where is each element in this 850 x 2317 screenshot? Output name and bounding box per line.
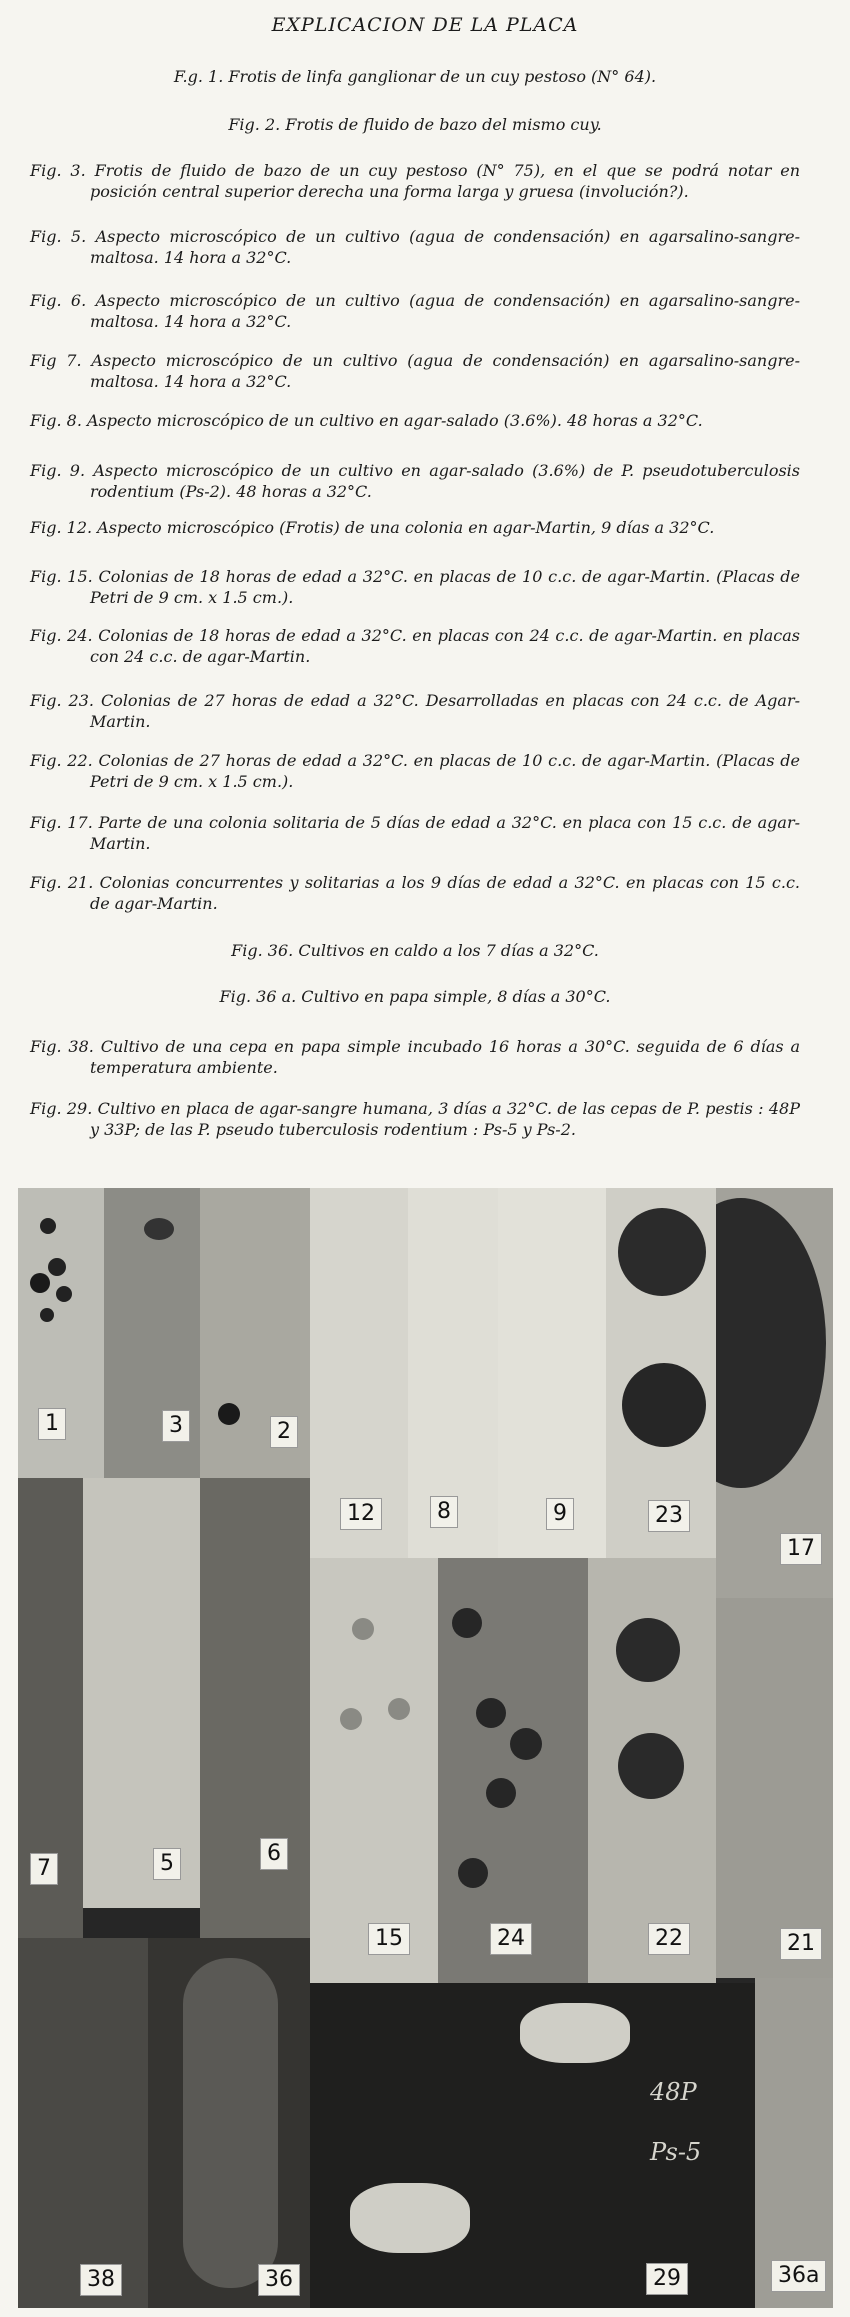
figure-label: 36: [258, 2264, 300, 2296]
photographic-plate: [18, 1188, 833, 2308]
caption-text: Frotis de fluido de bazo del mismo cuy.: [285, 115, 602, 134]
figure-caption: [30, 940, 800, 961]
figure-caption: [30, 566, 800, 608]
figure-36-panel: [148, 1938, 310, 2308]
caption-figure-label: Fig. 5.: [30, 227, 87, 246]
caption-text: Colonias de 18 horas de edad a 32°C. en placas de 10 c.c. de agar-Martin. (Placas de Petri de 9 cm. x 1.5 cm.).: [90, 567, 801, 607]
caption-text: Aspecto microscópico de un cultivo (agua de condensación) en agarsalino-sangre-maltosa. 14 hora a 32°C.: [90, 351, 801, 391]
caption-figure-label: Fig. 36 a.: [219, 987, 297, 1006]
figure-label: 24: [490, 1923, 532, 1955]
caption-figure-label: Fig. 8.: [30, 411, 82, 430]
figure-caption: [30, 986, 800, 1007]
figure-3-panel: [104, 1188, 200, 1478]
caption-text: Aspecto microscópico de un cultivo en agar-salado (3.6%) de P. pseudotuberculosis rodentium (Ps-2). 48 horas a 32°C.: [90, 461, 801, 501]
figure-7-panel: [18, 1478, 83, 1938]
caption-text: Colonias de 27 horas de edad a 32°C. en placas de 10 c.c. de agar-Martin. (Placas de Petri de 9 cm. x 1.5 cm.).: [90, 751, 801, 791]
figure-label: 1: [38, 1408, 66, 1440]
figure-label: 3: [162, 1410, 190, 1442]
caption-figure-label: Fig. 17.: [30, 813, 93, 832]
caption-figure-label: Fig. 15.: [30, 567, 93, 586]
figure-label: 38: [80, 2264, 122, 2296]
figure-36a-panel: [755, 1978, 833, 2308]
caption-figure-label: Fig. 12.: [30, 518, 93, 537]
caption-figure-label: Fig. 3.: [30, 161, 86, 180]
figure-label: 6: [260, 1838, 288, 1870]
figure-15-panel: [310, 1558, 438, 1983]
figure-2-panel: [200, 1188, 310, 1478]
figure-caption: [30, 872, 800, 914]
caption-text: Colonias de 27 horas de edad a 32°C. Desarrolladas en placas con 24 c.c. de Agar-Martin.: [90, 691, 801, 731]
caption-text: Cultivos en caldo a los 7 días a 32°C.: [298, 941, 599, 960]
figure-caption: [30, 1098, 800, 1140]
figure-8-panel: [408, 1188, 498, 1558]
figure-caption: [30, 160, 800, 202]
figure-label: 12: [340, 1498, 382, 1530]
figure-label: 2: [270, 1416, 298, 1448]
caption-figure-label: Fig. 36.: [231, 941, 294, 960]
caption-text: Aspecto microscópico de un cultivo (agua de condensación) en agarsalino-sangre-maltosa. 14 hora a 32°C.: [90, 227, 800, 267]
caption-text: Colonias concurrentes y solitarias a los 9 días de edad a 32°C. en placas con 15 c.c. de agar-Martin.: [90, 873, 801, 913]
figure-6-panel: [200, 1478, 310, 1938]
figure-1-panel: [18, 1188, 104, 1478]
figure-29-panel: [310, 1983, 755, 2308]
figure-label: 29: [646, 2263, 688, 2295]
caption-text: Parte de una colonia solitaria de 5 días de edad a 32°C. en placa con 15 c.c. de agar-Martin.: [90, 813, 800, 853]
figure-caption: [30, 350, 800, 392]
caption-figure-label: Fig. 38.: [30, 1037, 94, 1056]
figure-caption: [30, 750, 800, 792]
caption-figure-label: Fig. 29.: [30, 1099, 93, 1118]
figure-caption: [30, 410, 800, 431]
figure-12-panel: [310, 1188, 408, 1558]
caption-figure-label: Fig 7.: [30, 351, 82, 370]
caption-figure-label: Fig. 9.: [30, 461, 86, 480]
caption-text: Frotis de fluido de bazo de un cuy pestoso (N° 75), en el que se podrá notar en posición central superior derecha una forma larga y gruesa (involución?).: [90, 161, 801, 201]
caption-text: Aspecto microscópico de un cultivo (agua de condensación) en agarsalino-sangre-maltosa. 14 hora a 32°C.: [90, 291, 800, 331]
figure-caption: [30, 66, 800, 87]
caption-figure-label: Fig. 2.: [228, 115, 281, 134]
caption-text: Colonias de 18 horas de edad a 32°C. en placas con 24 c.c. de agar-Martin. en placas con 24 c.c. de agar-Martin.: [90, 626, 800, 666]
figure-9-panel: [498, 1188, 606, 1558]
handwritten-48p: 48P: [650, 2078, 697, 2106]
figure-caption: [30, 625, 800, 667]
figure-label: 9: [546, 1498, 574, 1530]
figure-5-panel: [83, 1478, 200, 1908]
figure-label: 36a: [771, 2260, 826, 2292]
figure-label: 7: [30, 1853, 58, 1885]
figure-17-panel: [716, 1188, 833, 1598]
figure-24-panel: [438, 1558, 588, 1983]
caption-figure-label: Fig. 6.: [30, 291, 87, 310]
figure-caption: [30, 290, 800, 332]
caption-figure-label: Fig. 23.: [30, 691, 94, 710]
figure-label: 8: [430, 1496, 458, 1528]
figure-caption: [30, 812, 800, 854]
caption-text: Frotis de linfa ganglionar de un cuy pestoso (N° 64).: [228, 67, 657, 86]
caption-figure-label: F.g. 1.: [173, 67, 224, 86]
figure-22-panel: [588, 1558, 716, 1983]
figure-label: 17: [780, 1533, 822, 1565]
caption-text: Cultivo en papa simple, 8 días a 30°C.: [301, 987, 611, 1006]
figure-23-panel: [606, 1188, 716, 1558]
caption-figure-label: Fig. 24.: [30, 626, 93, 645]
figure-caption: [30, 114, 800, 135]
caption-text: Aspecto microscópico de un cultivo en agar-salado (3.6%). 48 horas a 32°C.: [87, 411, 703, 430]
plate-title: EXPLICACION DE LA PLACA: [271, 14, 579, 36]
figure-38-panel: [18, 1938, 148, 2308]
figure-label: 21: [780, 1928, 822, 1960]
figure-caption: [30, 690, 800, 732]
figure-label: 15: [368, 1923, 410, 1955]
caption-figure-label: Fig. 22.: [30, 751, 93, 770]
figure-caption: [30, 460, 800, 502]
figure-label: 23: [648, 1500, 690, 1532]
figure-label: 5: [153, 1848, 181, 1880]
figure-21-panel: [716, 1598, 833, 1978]
handwritten-ps5: Ps-5: [650, 2138, 702, 2166]
figure-caption: [30, 1036, 800, 1078]
caption-figure-label: Fig. 21.: [30, 873, 94, 892]
caption-text: Aspecto microscópico (Frotis) de una colonia en agar-Martin, 9 días a 32°C.: [97, 518, 715, 537]
caption-text: Cultivo en placa de agar-sangre humana, 3 días a 32°C. de las cepas de P. pestis : 48P y 33P; de las P. pseudo tuberculosis rodentium : Ps-5 y Ps-2.: [90, 1099, 800, 1139]
figure-label: 22: [648, 1923, 690, 1955]
figure-caption: [30, 517, 800, 538]
caption-text: Cultivo de una cepa en papa simple incubado 16 horas a 30°C. seguida de 6 días a temperatura ambiente.: [90, 1037, 800, 1077]
figure-caption: [30, 226, 800, 268]
